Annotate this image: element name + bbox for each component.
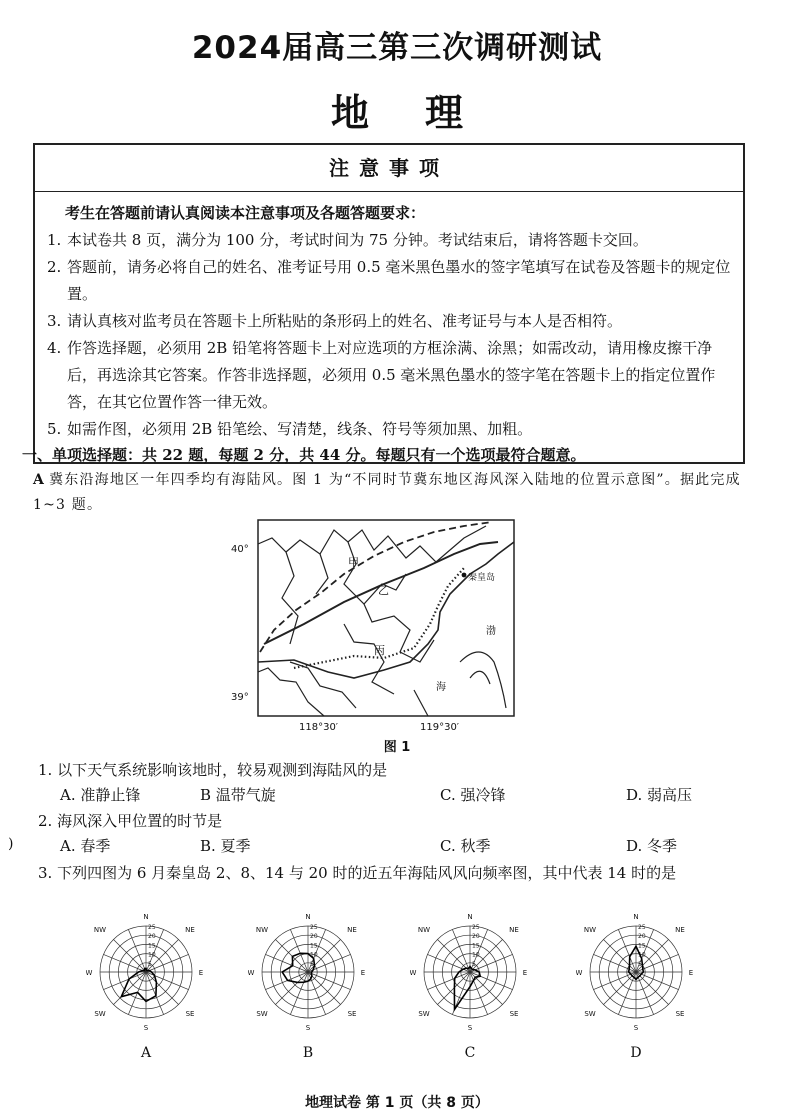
- passage-text: 冀东沿海地区一年四季均有海陆风。图 1 为“不同时节冀东地区海风深入陆地的位置示意图”。据此完成 1~3 题。: [33, 472, 741, 513]
- rose-tick-label: 5: [472, 960, 476, 968]
- rose-direction-label: SE: [185, 1010, 195, 1018]
- subject-title: 地理: [330, 91, 519, 135]
- rose-tick-label: 20: [310, 933, 318, 941]
- notice-item-text: 答题前，请务必将自己的姓名、准考证号用 0.5 毫米黑色墨水的签字笔填写在试卷及答题卡的规定位置。: [67, 258, 731, 303]
- notice-box: [33, 143, 745, 464]
- rose-tick-label: 5: [310, 960, 314, 968]
- rose-spoke: [636, 972, 669, 1005]
- notice-item-text: 作答选择题，必须用 2B 铅笔将答题卡上对应选项的方框涂满、涂黑；如需改动，请用橡皮擦干净后，再选涂其它答案。作答非选择题，必须用 0.5 毫米黑色墨水的签字笔在答题卡上的指定位置作答，在其它位置作答一律无效。: [67, 339, 716, 411]
- wind-rose-c: [410, 912, 530, 1032]
- notice-item-number: 1.: [47, 231, 62, 249]
- notice-item: [47, 335, 733, 416]
- rose-direction-label: NE: [509, 926, 519, 934]
- rose-direction-label: N: [143, 913, 149, 921]
- option-b: B. 夏季: [200, 837, 251, 855]
- rose-tick-label: 15: [148, 942, 156, 950]
- rose-label-b: B: [302, 1045, 314, 1061]
- rose-tick-label: 25: [472, 924, 480, 931]
- wind-rose-d: [576, 912, 696, 1032]
- svg-text:118°30′: 118°30′: [299, 722, 339, 733]
- rose-direction-label: W: [410, 969, 417, 977]
- rose-direction-label: W: [248, 969, 255, 977]
- rose-direction-label: S: [633, 1024, 639, 1032]
- notice-item-number: 3.: [47, 312, 62, 330]
- rose-direction-label: W: [576, 969, 583, 977]
- rose-direction-label: N: [467, 913, 473, 921]
- svg-text:丙: 丙: [374, 644, 385, 657]
- rose-direction-label: SE: [509, 1010, 519, 1018]
- rose-direction-label: NE: [185, 926, 195, 934]
- rose-spoke: [146, 972, 179, 1005]
- rose-tick-label: 25: [148, 924, 156, 931]
- passage-lead: A: [33, 472, 46, 488]
- rose-spoke: [276, 972, 309, 1005]
- rose-spoke: [308, 972, 341, 1005]
- question-1: 1. 以下天气系统影响该地时，较易观测到海陆风的是: [38, 761, 388, 779]
- rose-spoke: [438, 940, 471, 973]
- wind-rose-a: [86, 912, 206, 1032]
- option-d: D. 冬季: [626, 837, 678, 855]
- notice-heading: 注意事项: [35, 145, 743, 192]
- rose-tick-label: 15: [638, 942, 646, 950]
- rose-direction-label: S: [143, 1024, 149, 1032]
- margin-mark: ): [8, 836, 14, 852]
- notice-item: [47, 416, 733, 443]
- notice-intro: 考生在答题前请认真阅读本注意事项及各题答题要求：: [65, 204, 426, 222]
- rose-direction-label: NE: [347, 926, 357, 934]
- svg-text:40°: 40°: [231, 544, 249, 555]
- wind-rose-b: [248, 912, 368, 1032]
- notice-item: [47, 308, 733, 335]
- figure-caption: 图 1: [383, 740, 411, 755]
- rose-direction-label: S: [467, 1024, 473, 1032]
- rose-tick-label: 5: [148, 960, 152, 968]
- rose-direction-label: E: [522, 969, 528, 977]
- page-footer: 地理试卷 第 1 页（共 8 页）: [305, 1095, 489, 1111]
- rose-tick-label: 5: [638, 960, 642, 968]
- svg-text:乙: 乙: [378, 584, 389, 597]
- option-d: D. 弱高压: [626, 786, 693, 804]
- rose-direction-label: SW: [584, 1010, 596, 1018]
- rose-tick-label: 20: [472, 933, 480, 941]
- rose-direction-label: NW: [255, 926, 269, 934]
- rose-tick-label: 25: [638, 924, 646, 931]
- rose-tick-label: 15: [472, 942, 480, 950]
- rose-direction-label: SE: [347, 1010, 357, 1018]
- svg-text:甲: 甲: [348, 556, 359, 569]
- rose-direction-label: NW: [417, 926, 431, 934]
- notice-item: [47, 254, 733, 308]
- rose-direction-label: N: [305, 913, 311, 921]
- rose-direction-label: SE: [675, 1010, 685, 1018]
- question-3: 3. 下列四图为 6 月秦皇岛 2、8、14 与 20 时的近五年海陆风风向频率图，其中代表 14 时的是: [38, 864, 677, 882]
- notice-item-number: 2.: [47, 258, 62, 276]
- svg-text:秦皇岛: 秦皇岛: [468, 573, 496, 583]
- notice-item: [47, 227, 733, 254]
- rose-direction-label: NE: [675, 926, 685, 934]
- notice-item-text: 如需作图，必须用 2B 铅笔绘、写清楚，线条、符号等须加黑、加粗。: [67, 420, 533, 438]
- question-2: 2. 海风深入甲位置的时节是: [38, 812, 223, 830]
- rose-direction-label: NW: [583, 926, 597, 934]
- rose-tick-label: 10: [148, 951, 156, 959]
- rose-spoke: [114, 940, 147, 973]
- rose-tick-label: 20: [638, 933, 646, 941]
- svg-text:海: 海: [436, 682, 446, 693]
- passage: [33, 468, 745, 518]
- exam-title: 2024届高三第三次调研测试: [191, 30, 603, 66]
- section-heading: 一、单项选择题：共 22 题，每题 2 分，共 44 分。每题只有一个选项最符合题意。: [22, 446, 586, 464]
- rose-tick-label: 15: [310, 942, 318, 950]
- rose-tick-label: 25: [310, 924, 318, 931]
- rose-direction-label: E: [198, 969, 204, 977]
- rose-tick-label: 10: [638, 951, 646, 959]
- notice-item-text: 本试卷共 8 页，满分为 100 分，考试时间为 75 分钟。考试结束后，请将答题卡交回。: [67, 231, 648, 249]
- rose-direction-label: SW: [94, 1010, 106, 1018]
- coastal-map: [224, 512, 524, 737]
- rose-direction-label: E: [360, 969, 366, 977]
- option-b: B 温带气旋: [200, 786, 276, 804]
- rose-tick-label: 10: [310, 951, 318, 959]
- notice-body: [35, 192, 743, 443]
- rose-label-c: C: [464, 1045, 476, 1061]
- notice-item-number: 4.: [47, 339, 62, 357]
- rose-label-a: A: [140, 1045, 152, 1061]
- option-c: C. 秋季: [440, 837, 491, 855]
- rose-tick-label: 20: [148, 933, 156, 941]
- svg-text:渤: 渤: [486, 626, 496, 637]
- rose-direction-label: W: [86, 969, 93, 977]
- notice-item-number: 5.: [47, 420, 62, 438]
- svg-text:39°: 39°: [231, 692, 249, 703]
- option-a: A. 春季: [60, 837, 111, 855]
- rose-direction-label: NW: [93, 926, 107, 934]
- option-a: A. 准静止锋: [60, 786, 141, 804]
- rose-direction-label: S: [305, 1024, 311, 1032]
- rose-direction-label: SW: [418, 1010, 430, 1018]
- rose-label-d: D: [630, 1045, 642, 1061]
- svg-text:119°30′: 119°30′: [420, 722, 460, 733]
- rose-direction-label: E: [688, 969, 694, 977]
- notice-item-text: 请认真核对监考员在答题卡上所粘贴的条形码上的姓名、准考证号与本人是否相符。: [67, 312, 623, 330]
- rose-tick-label: 10: [472, 951, 480, 959]
- rose-direction-label: SW: [256, 1010, 268, 1018]
- rose-direction-label: N: [633, 913, 639, 921]
- option-c: C. 强冷锋: [440, 786, 506, 804]
- rose-spoke: [114, 972, 147, 1005]
- rose-spoke: [604, 972, 637, 1005]
